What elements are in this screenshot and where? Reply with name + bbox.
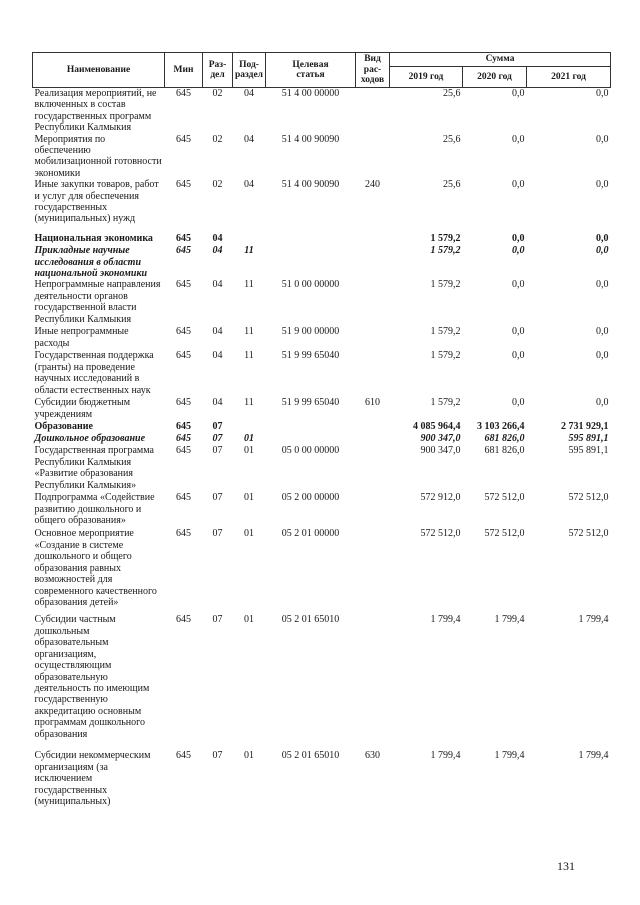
- row-sum-2020: 1 799,4: [494, 614, 525, 626]
- header-podrazdel: Под- раздел: [233, 53, 266, 88]
- row-sum-2021: 1 799,4: [578, 750, 609, 762]
- row-min: 645: [176, 421, 191, 433]
- row-sum-2019: 1 799,4: [430, 614, 461, 626]
- row-razdel: 04: [212, 326, 223, 338]
- row-sum-2020: 681 826,0: [484, 445, 525, 457]
- row-target: 51 4 00 90090: [281, 133, 340, 145]
- row-name: Государственная поддержка (гранты) на проведение научных исследований в области естественных наук: [34, 350, 154, 396]
- table-row: [33, 433, 611, 445]
- row-sum-2019: 25,6: [443, 133, 461, 145]
- row-podrazdel: 11: [244, 279, 254, 291]
- row-min: 645: [176, 179, 191, 191]
- row-sum-2019: 25,6: [443, 179, 461, 191]
- row-min: 645: [176, 433, 191, 445]
- table-header: [33, 53, 611, 88]
- row-vid: [356, 88, 390, 134]
- row-razdel: 02: [212, 133, 223, 145]
- row-podrazdel: [233, 233, 266, 245]
- table-row: [33, 528, 611, 614]
- row-vid: [356, 326, 390, 350]
- row-vid: [356, 528, 390, 614]
- row-vid: 610: [365, 397, 380, 409]
- row-min: 645: [176, 750, 191, 762]
- row-vid: 630: [365, 750, 380, 762]
- row-sum-2021: 0,0: [596, 88, 609, 99]
- row-target: 05 2 01 00000: [281, 528, 340, 540]
- row-sum-2019: 1 579,2: [430, 326, 461, 338]
- row-razdel: 04: [212, 279, 223, 291]
- row-target: [266, 245, 356, 279]
- header-min: Мин: [165, 53, 203, 88]
- row-sum-2020: 572 512,0: [484, 492, 525, 504]
- row-podrazdel: 01: [244, 492, 254, 504]
- row-sum-2020: 0,0: [512, 233, 525, 245]
- row-vid: [356, 445, 390, 492]
- page-number: 131: [557, 859, 575, 873]
- row-target: 51 9 99 65040: [281, 350, 340, 362]
- row-vid: [356, 134, 390, 180]
- row-sum-2020: 0,0: [512, 279, 525, 291]
- table-row: [33, 397, 611, 421]
- row-target: 05 0 00 00000: [281, 445, 340, 457]
- row-sum-2021: 0,0: [596, 245, 609, 257]
- row-name: Непрограммные направления деятельности органов государственной власти Республики Калмыкия: [34, 279, 161, 325]
- row-sum-2019: 25,6: [443, 88, 461, 99]
- row-vid: [356, 245, 390, 279]
- row-podrazdel: 01: [244, 528, 254, 540]
- row-sum-2020: 681 826,0: [484, 433, 525, 445]
- row-sum-2019: 1 799,4: [430, 750, 461, 762]
- row-sum-2019: 572 912,0: [420, 492, 461, 504]
- row-min: 645: [176, 445, 191, 457]
- row-podrazdel: 01: [244, 433, 254, 445]
- row-name: Национальная экономика: [34, 233, 153, 245]
- row-razdel: 04: [212, 350, 223, 362]
- row-target: 51 9 99 65040: [281, 397, 340, 409]
- row-min: 645: [176, 133, 191, 145]
- row-sum-2020: 0,0: [512, 245, 525, 257]
- row-sum-2020: 0,0: [512, 88, 525, 99]
- row-sum-2021: 0,0: [596, 233, 609, 245]
- row-name: Субсидии бюджетным учреждениям: [34, 397, 131, 420]
- table-row: [33, 421, 611, 433]
- row-target: 51 4 00 90090: [281, 179, 340, 191]
- budget-table: [32, 52, 611, 810]
- row-sum-2021: 595 891,1: [568, 433, 609, 445]
- row-target: [266, 233, 356, 245]
- row-sum-2019: 1 579,2: [430, 245, 461, 257]
- row-razdel: 07: [212, 528, 223, 540]
- row-vid: [356, 492, 390, 528]
- table-row: [33, 233, 611, 245]
- header-name: Наименование: [33, 53, 165, 88]
- row-sum-2019: 4 085 964,4: [413, 421, 461, 433]
- row-name: Иные непрограммные расходы: [34, 326, 129, 349]
- row-sum-2021: 0,0: [596, 279, 609, 291]
- table-body: [33, 88, 611, 811]
- row-sum-2021: 0,0: [596, 350, 609, 362]
- row-vid: [356, 350, 390, 397]
- header-target: Целевая статья: [266, 53, 356, 88]
- row-sum-2020: 0,0: [512, 326, 525, 338]
- row-podrazdel: 01: [244, 614, 254, 626]
- row-vid: [356, 433, 390, 445]
- table-row: [33, 350, 611, 397]
- row-sum-2021: 572 512,0: [568, 528, 609, 540]
- row-razdel: 04: [212, 233, 223, 245]
- row-sum-2021: 0,0: [596, 133, 609, 145]
- row-razdel: 07: [212, 433, 223, 445]
- row-sum-2021: 0,0: [596, 179, 609, 191]
- row-min: 645: [176, 279, 191, 291]
- row-sum-2019: 1 579,2: [430, 397, 461, 409]
- row-name: Государственная программа Республики Калмыкия «Развитие образования Республики Калмыкия»: [34, 445, 154, 491]
- row-sum-2020: 0,0: [512, 350, 525, 362]
- header-year-2020: 2020 год: [463, 67, 527, 88]
- row-razdel: 07: [212, 492, 223, 504]
- row-podrazdel: 01: [244, 445, 254, 457]
- row-target: 51 9 00 00000: [281, 326, 340, 338]
- row-razdel: 04: [212, 397, 223, 409]
- table-row: [33, 245, 611, 279]
- header-vid: Вид рас- ходов: [356, 53, 390, 88]
- row-podrazdel: 04: [244, 179, 254, 191]
- table-row: [33, 750, 611, 810]
- row-razdel: 02: [212, 88, 223, 99]
- row-razdel: 07: [212, 421, 223, 433]
- table-row: [33, 326, 611, 350]
- row-sum-2020: 3 103 266,4: [477, 421, 525, 433]
- row-sum-2021: 1 799,4: [578, 614, 609, 626]
- row-podrazdel: 04: [244, 133, 254, 145]
- row-min: 645: [176, 326, 191, 338]
- row-sum-2021: 0,0: [596, 326, 609, 338]
- row-name: Подпрограмма «Содействие развитию дошкольного и общего образования»: [34, 492, 155, 527]
- row-min: 645: [176, 528, 191, 540]
- row-target: 05 2 00 00000: [281, 492, 340, 504]
- row-min: 645: [176, 233, 191, 245]
- row-min: 645: [176, 350, 191, 362]
- row-name: Дошкольное образование: [34, 433, 146, 445]
- row-sum-2021: 0,0: [596, 397, 609, 409]
- row-target: 05 2 01 65010: [281, 614, 340, 626]
- row-name: Субсидии частным дошкольным образовательным организациям, осуществляющим образовательную деятельность по имеющим государственную аккредитацию основным программам дошкольного образования: [34, 614, 150, 740]
- row-sum-2019: 1 579,2: [430, 279, 461, 291]
- row-name: Реализация мероприятий, не включенных в состав государственных программ Республики Калмыкия: [34, 88, 157, 134]
- row-sum-2019: 1 579,2: [430, 350, 461, 362]
- row-podrazdel: 11: [244, 245, 254, 257]
- row-podrazdel: 11: [244, 350, 254, 362]
- row-min: 645: [176, 614, 191, 626]
- row-sum-2020: 572 512,0: [484, 528, 525, 540]
- row-name: Образование: [34, 421, 93, 433]
- row-podrazdel: 11: [244, 397, 254, 409]
- header-year-2021: 2021 год: [527, 67, 611, 88]
- row-min: 645: [176, 245, 191, 257]
- header-sum: Сумма: [390, 53, 611, 67]
- row-name: Иные закупки товаров, работ и услуг для обеспечения государственных (муниципальных) нужд: [34, 179, 159, 225]
- row-sum-2019: 900 347,0: [420, 445, 461, 457]
- row-sum-2020: 1 799,4: [494, 750, 525, 762]
- row-vid: 240: [365, 179, 380, 191]
- row-sum-2021: 595 891,1: [568, 445, 609, 457]
- row-name: Мероприятия по обеспечению мобилизационной готовности экономики: [34, 133, 162, 179]
- row-vid: [356, 614, 390, 750]
- row-razdel: 02: [212, 179, 223, 191]
- row-sum-2019: 572 512,0: [420, 528, 461, 540]
- row-min: 645: [176, 397, 191, 409]
- row-name: Субсидии некоммерческим организациям (за исключением государственных (муниципальных): [34, 750, 151, 808]
- row-sum-2019: 900 347,0: [420, 433, 461, 445]
- row-name: Прикладные научные исследования в области национальной экономики: [34, 245, 148, 280]
- table-row: [33, 445, 611, 492]
- row-target: 51 4 00 00000: [281, 88, 340, 99]
- row-vid: [356, 421, 390, 433]
- table-row: [33, 179, 611, 233]
- row-sum-2020: 0,0: [512, 397, 525, 409]
- row-sum-2021: 2 731 929,1: [561, 421, 609, 433]
- table-row: [33, 614, 611, 750]
- row-name: Основное мероприятие «Создание в системе дошкольного и общего образования равных возможностей для современного качественного образования детей»: [34, 528, 157, 608]
- row-razdel: 07: [212, 445, 223, 457]
- row-sum-2020: 0,0: [512, 133, 525, 145]
- header-razdel: Раз- дел: [203, 53, 233, 88]
- row-min: 645: [176, 492, 191, 504]
- row-target: 05 2 01 65010: [281, 750, 340, 762]
- row-target: [266, 433, 356, 445]
- table-row: [33, 279, 611, 326]
- row-sum-2021: 572 512,0: [568, 492, 609, 504]
- row-target: 51 0 00 00000: [281, 279, 340, 291]
- row-min: 645: [176, 88, 191, 99]
- row-razdel: 04: [212, 245, 223, 257]
- row-podrazdel: [233, 421, 266, 433]
- row-podrazdel: 01: [244, 750, 254, 762]
- row-sum-2020: 0,0: [512, 179, 525, 191]
- row-vid: [356, 233, 390, 245]
- table-row: [33, 492, 611, 528]
- row-target: [266, 421, 356, 433]
- row-razdel: 07: [212, 750, 223, 762]
- row-razdel: 07: [212, 614, 223, 626]
- row-podrazdel: 04: [244, 88, 254, 99]
- table-row: [33, 134, 611, 180]
- table-row: [33, 88, 611, 134]
- row-sum-2019: 1 579,2: [430, 233, 461, 245]
- header-year-2019: 2019 год: [390, 67, 463, 88]
- row-podrazdel: 11: [244, 326, 254, 338]
- row-vid: [356, 279, 390, 326]
